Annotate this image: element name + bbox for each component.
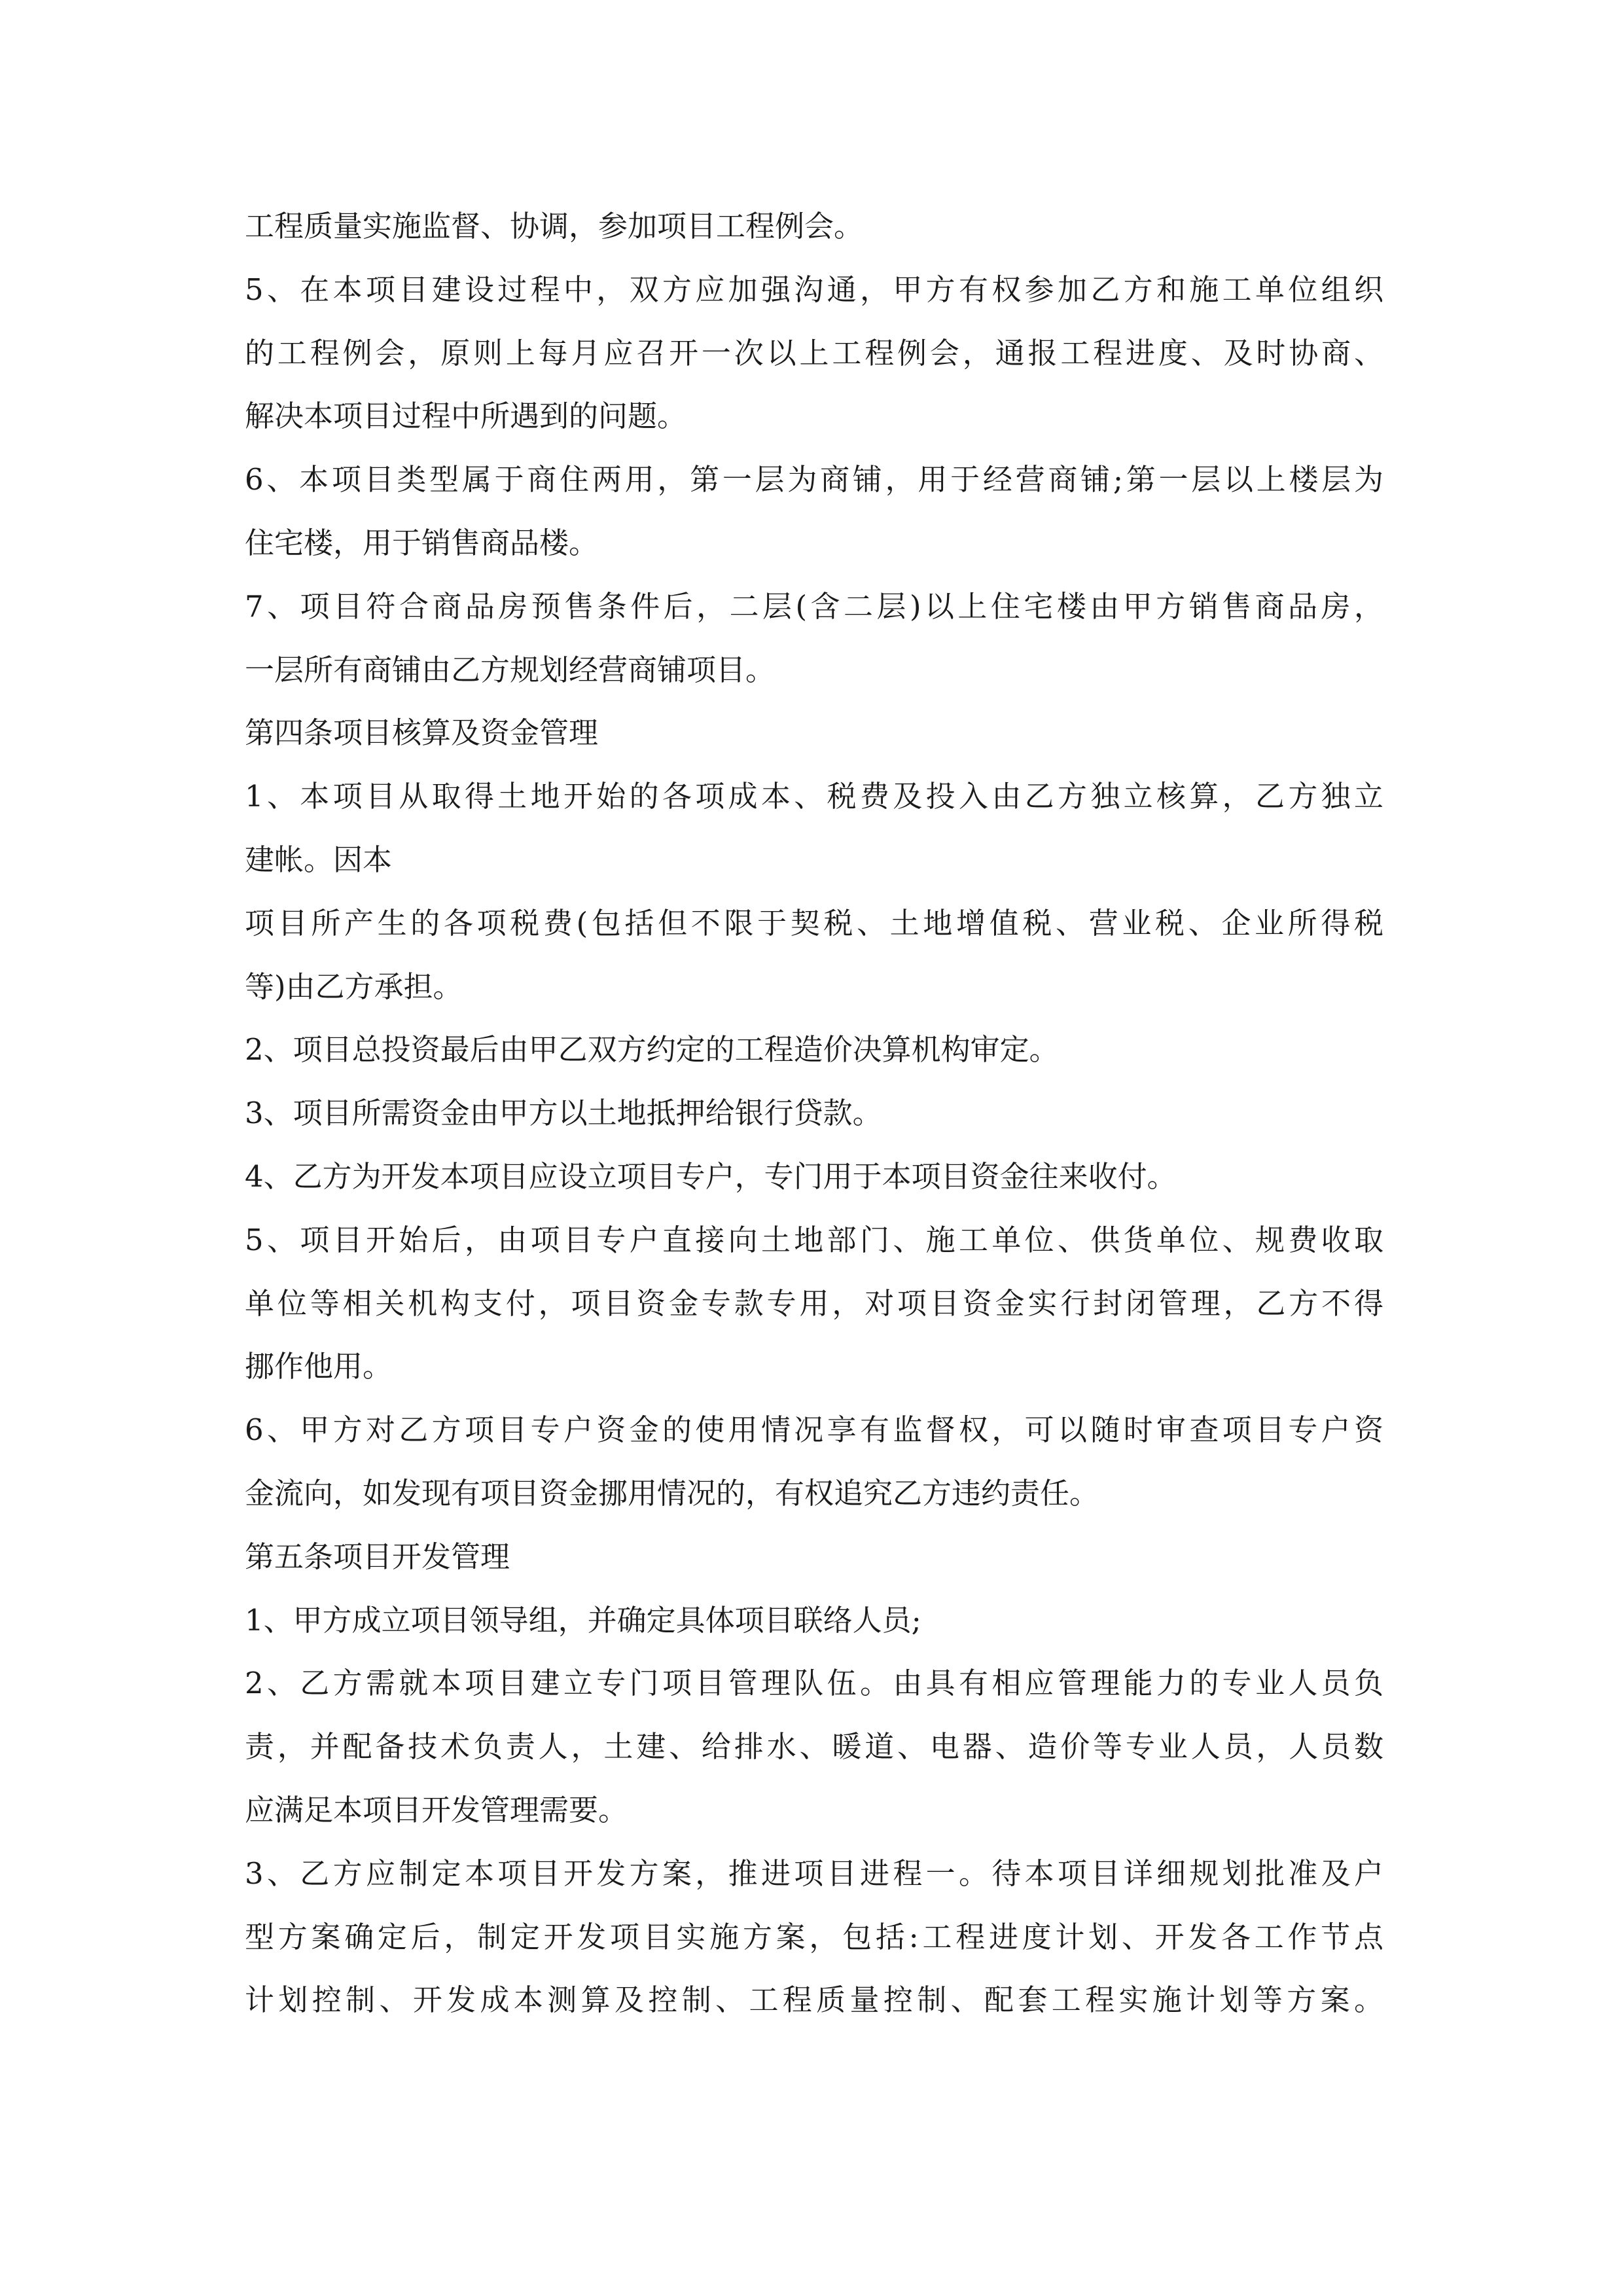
- text-line: 1、甲方成立项目领导组，并确定具体项目联络人员;: [245, 1602, 921, 1638]
- text-line: 等)由乙方承担。: [245, 969, 463, 1004]
- text-line: 5、在本项目建设过程中，双方应加强沟通，甲方有权参加乙方和施工单位组织: [245, 272, 1383, 307]
- text-line: 解决本项目过程中所遇到的问题。: [245, 399, 687, 434]
- text-line: 工程质量实施监督、协调，参加项目工程例会。: [245, 209, 864, 243]
- text-line: 3、乙方应制定本项目开发方案，推进项目进程一。待本项目详细规划批准及户: [245, 1856, 1383, 1891]
- section-heading: 第四条项目核算及资金管理: [245, 715, 599, 751]
- text-line: 一层所有商铺由乙方规划经营商铺项目。: [245, 652, 776, 687]
- text-line: 挪作他用。: [245, 1349, 393, 1384]
- text-line: 应满足本项目开发管理需要。: [245, 1792, 628, 1827]
- text-line: 金流向，如发现有项目资金挪用情况的，有权追究乙方违约责任。: [245, 1475, 1099, 1511]
- text-line: 6、甲方对乙方项目专户资金的使用情况享有监督权，可以随时审查项目专户资: [245, 1412, 1383, 1448]
- document-body: [245, 195, 1383, 2032]
- text-line: 7、项目符合商品房预售条件后，二层(含二层)以上住宅楼由甲方销售商品房，: [245, 588, 1383, 624]
- text-line: 建帐。因本: [245, 842, 393, 877]
- text-line: 单位等相关机构支付，项目资金专款专用，对项目资金实行封闭管理，乙方不得: [245, 1285, 1383, 1321]
- text-line: 4、乙方为开发本项目应设立项目专户，专门用于本项目资金往来收付。: [245, 1158, 1177, 1194]
- text-line: 项目所产生的各项税费(包括但不限于契税、土地增值税、营业税、企业所得税: [245, 905, 1383, 941]
- text-line: 责，并配备技术负责人，土建、给排水、暖道、电器、造价等专业人员，人员数: [245, 1729, 1383, 1765]
- text-line: 2、项目总投资最后由甲乙双方约定的工程造价决算机构审定。: [245, 1032, 1059, 1067]
- text-line: 1、本项目从取得土地开始的各项成本、税费及投入由乙方独立核算，乙方独立: [245, 779, 1383, 814]
- text-line: 计划控制、开发成本测算及控制、工程质量控制、配套工程实施计划等方案。: [245, 1982, 1383, 2018]
- text-line: 2、乙方需就本项目建立专门项目管理队伍。由具有相应管理能力的专业人员负: [245, 1666, 1383, 1701]
- text-line: 6、本项目类型属于商住两用，第一层为商铺，用于经营商铺;第一层以上楼层为: [245, 462, 1383, 497]
- text-line: 型方案确定后，制定开发项目实施方案，包括:工程进度计划、开发各工作节点: [245, 1919, 1383, 1954]
- text-line: 3、项目所需资金由甲方以土地抵押给银行贷款。: [245, 1096, 882, 1131]
- text-line: 5、项目开始后，由项目专户直接向土地部门、施工单位、供货单位、规费收取: [245, 1222, 1383, 1257]
- text-line: 的工程例会，原则上每月应召开一次以上工程例会，通报工程进度、及时协商、: [245, 335, 1383, 370]
- text-line: 住宅楼，用于销售商品楼。: [245, 525, 599, 560]
- section-heading: 第五条项目开发管理: [245, 1539, 510, 1574]
